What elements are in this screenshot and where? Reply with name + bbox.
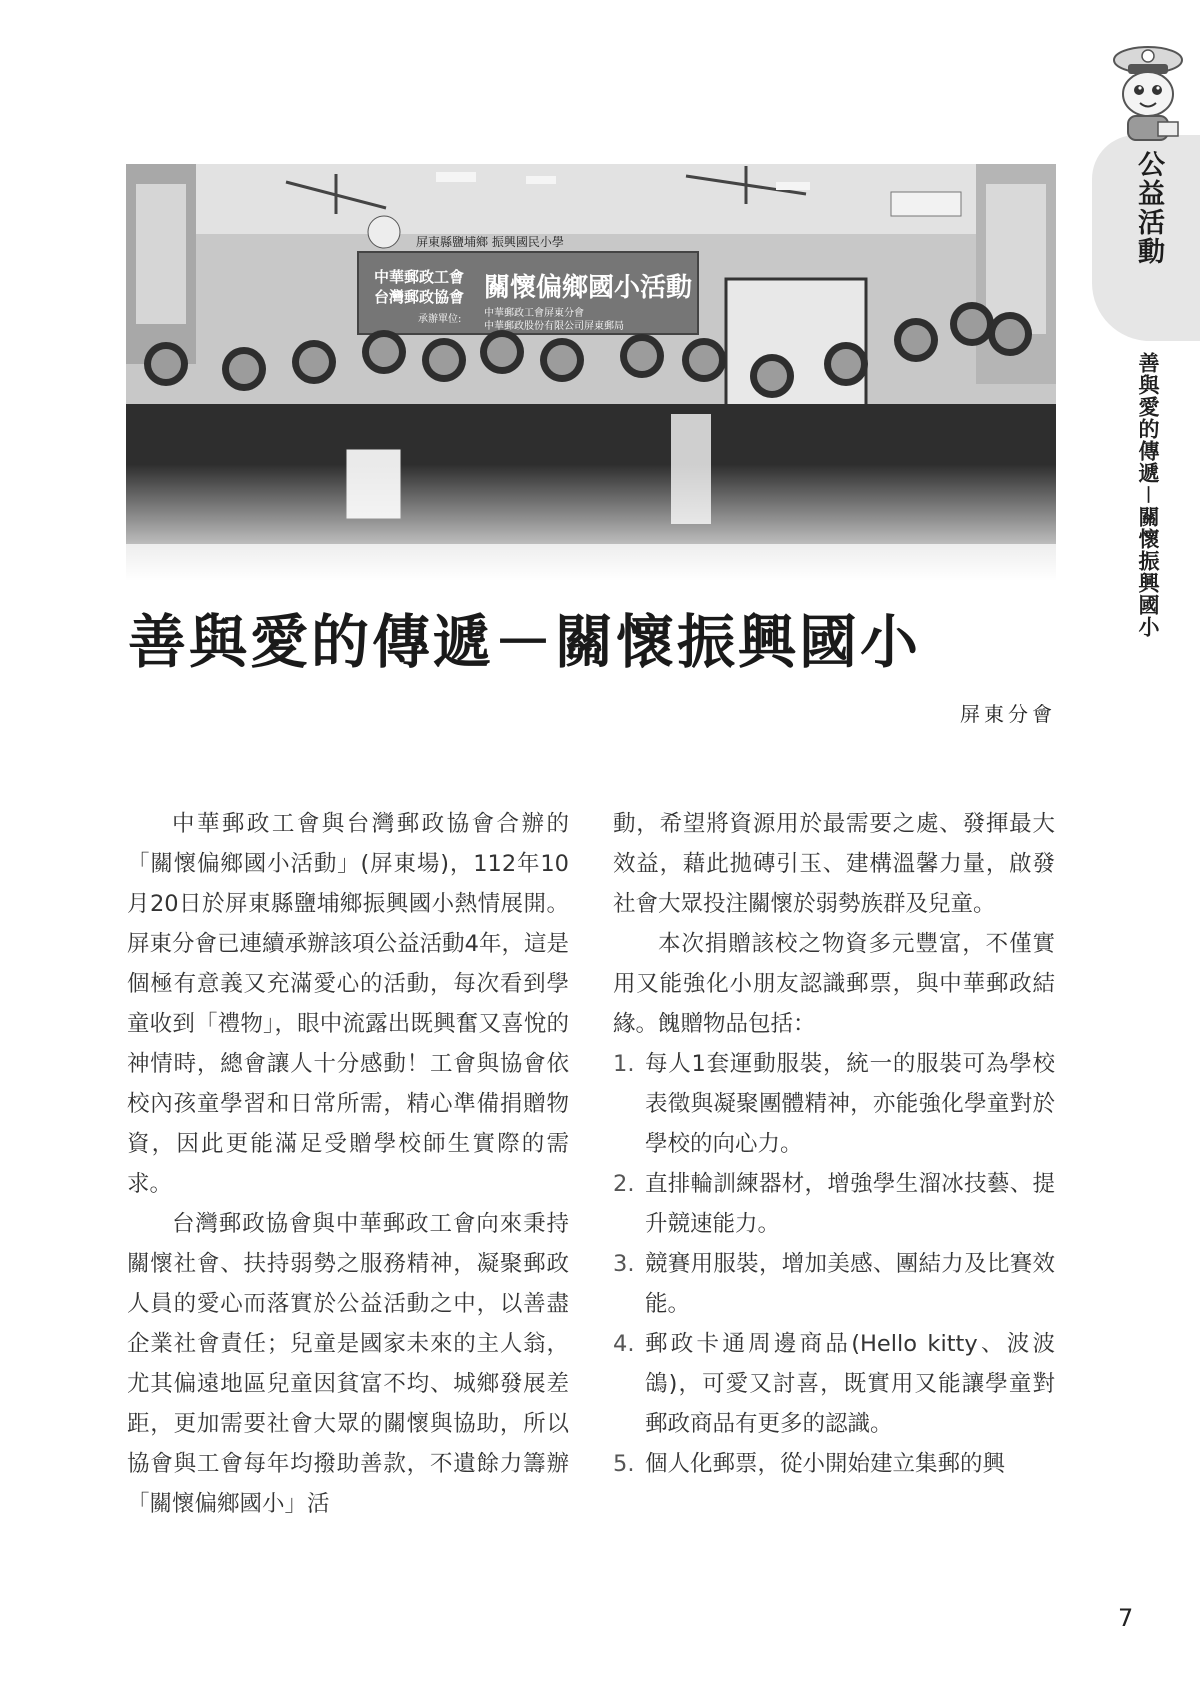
list-text: 個人化郵票，從小開始建立集郵的興	[645, 1451, 1006, 1477]
list-text: 每人1套運動服裝，統一的服裝可為學校表徵與凝聚團體精神，亦能強化學童對於學校的向心力。	[645, 1051, 1055, 1157]
list-item	[613, 1324, 1055, 1444]
list-text: 郵政卡通周邊商品(Hello kitty、波波鴿)，可愛又討喜，既實用又能讓學童對郵政商品有更多的認識。	[645, 1331, 1055, 1437]
author-byline: 屏東分會	[960, 702, 1056, 726]
list-text: 競賽用服裝，增加美感、團結力及比賽效能。	[645, 1251, 1055, 1317]
list-item	[613, 1164, 1055, 1244]
paragraph: 本次捐贈該校之物資多元豐富，不僅實用又能強化小朋友認識郵票，與中華郵政結緣。餽贈物品包括：	[613, 931, 1055, 1037]
list-number: 5.	[613, 1451, 635, 1477]
list-number: 4.	[613, 1331, 635, 1357]
paragraph: 台灣郵政協會與中華郵政工會向來秉持關懷社會、扶持弱勢之服務精神，凝聚郵政人員的愛心而落實於公益活動之中，以善盡企業社會責任；兒童是國家未來的主人翁，尤其偏遠地區兒童因貧富不均、城鄉發展差距，更加需要社會大眾的關懷與協助，所以協會與工會每年均撥助善款，不遺餘力籌辦「關懷偏鄉國小」活	[127, 1211, 569, 1517]
running-title: 善與愛的傳遞－關懷振興國小	[1136, 352, 1160, 638]
list-number: 2.	[613, 1171, 635, 1197]
list-number: 1.	[613, 1051, 635, 1077]
list-item	[613, 1444, 1055, 1484]
page-number: 7	[1118, 1604, 1134, 1632]
group-photo	[126, 164, 1056, 581]
text-column-left	[127, 804, 569, 1524]
list-text: 直排輪訓練器材，增強學生溜冰技藝、提升競速能力。	[645, 1171, 1055, 1237]
article-title: 善與愛的傳遞－關懷振興國小	[128, 608, 922, 676]
paragraph: 中華郵政工會與台灣郵政協會合辦的「關懷偏鄉國小活動」(屏東場)，112年10月20日於屏東縣鹽埔鄉振興國小熱情展開。屏東分會已連續承辦該項公益活動4年，這是個極有意義又充滿愛心的活動，每次看到學童收到「禮物」，眼中流露出既興奮又喜悅的神情時，總會讓人十分感動！工會與協會依校內孩童學習和日常所需，精心準備捐贈物資，因此更能滿足受贈學校師生實際的需求。	[127, 811, 569, 1197]
group-photo-illustration	[126, 164, 1056, 581]
list-item	[613, 1044, 1055, 1164]
section-label: 公益活動	[1133, 150, 1164, 266]
paragraph: 動，希望將資源用於最需要之處、發揮最大效益，藉此拋磚引玉、建構溫馨力量，啟發社會大眾投注關懷於弱勢族群及兒童。	[613, 811, 1055, 917]
list-item	[613, 1244, 1055, 1324]
list-number: 3.	[613, 1251, 635, 1277]
text-column-right	[613, 804, 1055, 1484]
postman-mascot-icon	[1098, 40, 1198, 145]
